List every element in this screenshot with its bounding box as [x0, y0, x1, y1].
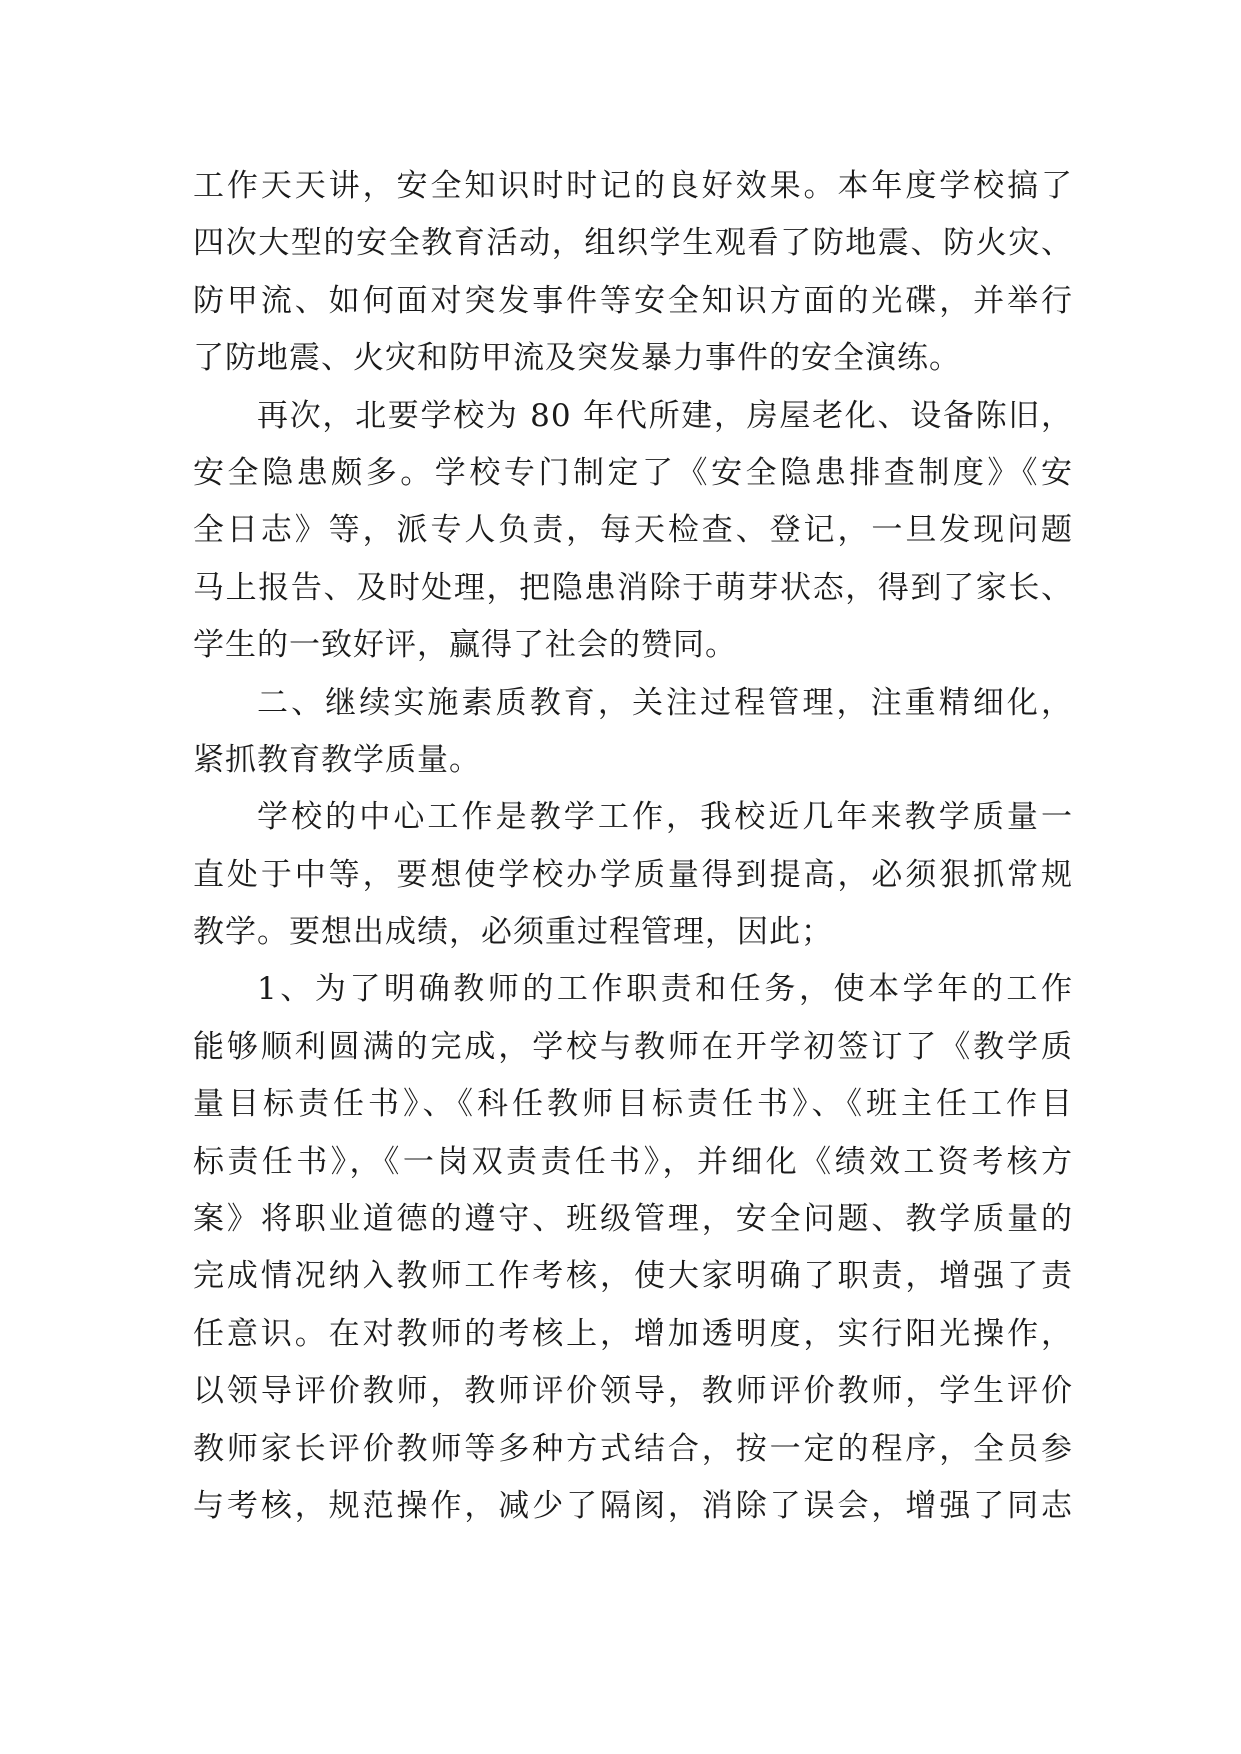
text-line: 标责任书》，《一岗双责责任书》，并细化《绩效工资考核方: [193, 1143, 1073, 1180]
text-line: 马上报告、及时处理，把隐患消除于萌芽状态，得到了家长、: [193, 569, 1073, 606]
text-line: 全日志》等，派专人负责，每天检查、登记，一旦发现问题: [193, 512, 1073, 549]
text-line: 安全隐患颇多。学校专门制定了《安全隐患排查制度》《安: [193, 454, 1073, 491]
text-line: 教学。要想出成绩，必须重过程管理，因此；: [193, 914, 833, 951]
text-line: 1、为了明确教师的工作职责和任务，使本学年的工作: [257, 971, 1073, 1008]
text-line: 防甲流、如何面对突发事件等安全知识方面的光碟，并举行: [193, 282, 1073, 319]
text-line: 案》将职业道德的遵守、班级管理，安全问题、教学质量的: [193, 1201, 1073, 1238]
text-line: 学校的中心工作是教学工作，我校近几年来教学质量一: [257, 799, 1073, 836]
text-line: 工作天天讲，安全知识时时记的良好效果。本年度学校搞了: [193, 168, 1073, 204]
text-line: 四次大型的安全教育活动，组织学生观看了防地震、防火灾、: [193, 225, 1073, 262]
text-line: 紧抓教育教学质量。: [193, 741, 481, 778]
text-line: 量目标责任书》、《科任教师目标责任书》、《班主任工作目: [193, 1086, 1073, 1123]
text-line: 与考核，规范操作，减少了隔阂，消除了误会，增强了同志: [193, 1487, 1073, 1524]
text-line: 直处于中等，要想使学校办学质量得到提高，必须狠抓常规: [193, 856, 1073, 893]
text-line: 能够顺利圆满的完成，学校与教师在开学初签订了《教学质: [193, 1028, 1073, 1065]
document-body: [193, 158, 1073, 1535]
text-line: 二、继续实施素质教育，关注过程管理，注重精细化，: [257, 684, 1073, 721]
text-line: 了防地震、火灾和防甲流及突发暴力事件的安全演练。: [193, 340, 961, 377]
text-line: 教师家长评价教师等多种方式结合，按一定的程序，全员参: [193, 1430, 1073, 1467]
text-line: 任意识。在对教师的考核上，增加透明度，实行阳光操作，: [193, 1315, 1073, 1352]
text-line: 完成情况纳入教师工作考核，使大家明确了职责，增强了责: [193, 1258, 1073, 1295]
text-line: 以领导评价教师，教师评价领导，教师评价教师，学生评价: [193, 1373, 1073, 1410]
text-line: 学生的一致好评，赢得了社会的赞同。: [193, 627, 737, 664]
text-line: 再次，北要学校为 80 年代所建，房屋老化、设备陈旧，: [257, 397, 1073, 434]
